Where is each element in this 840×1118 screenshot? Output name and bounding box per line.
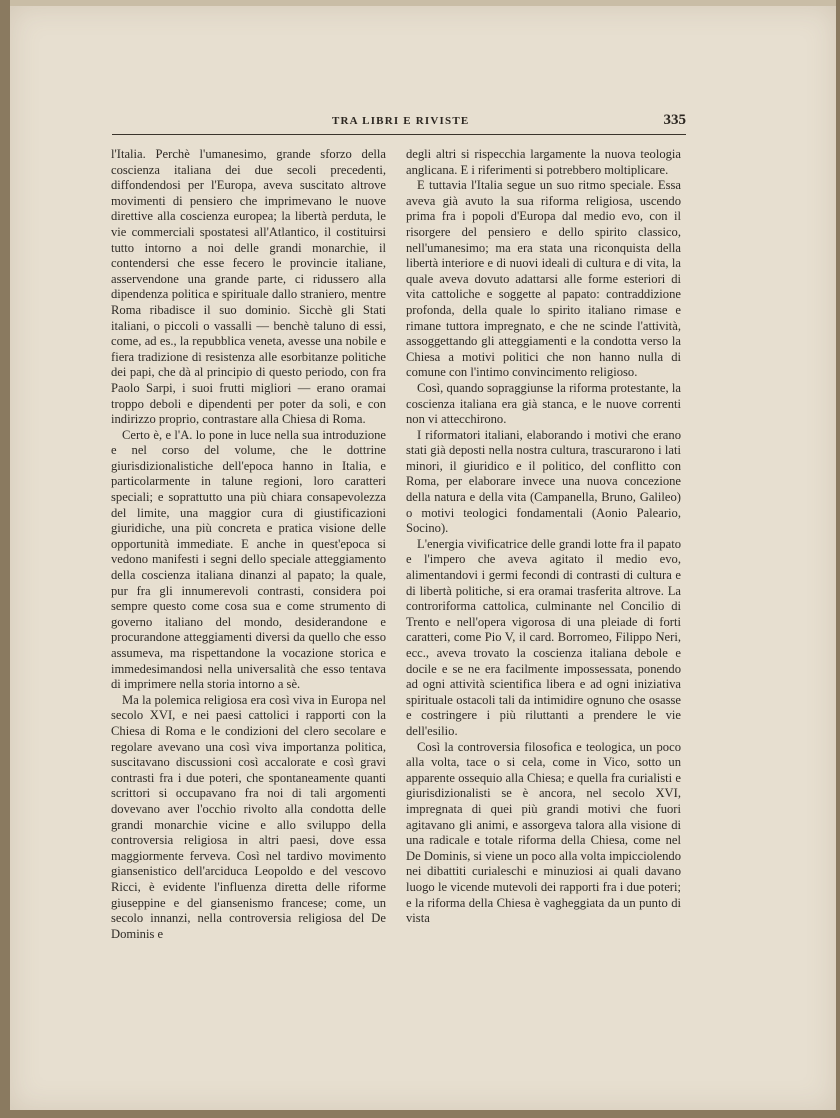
paragraph: E tuttavia l'Italia segue un suo ritmo speciale. Essa aveva già avuto la sua riforma religiosa, uscendo prima fra i popoli d'Europa dal medio evo, con il risorgere del pensiero e dello spirito classico, nell'umanesimo; ma era stata una riconquista della libertà interiore e di nuovi ideali di cultura e di vita, la quale aveva dovuto adattarsi alle forme esteriori di vita cattoliche e soggette al papato: contraddizione profonda, della quale lo spirito italiano rimase e rimane tuttora impregnato, e che ne scinde l'attività, assoggettando gli atteggiamenti e la condotta verso la Chiesa a motivi politici che non hanno nulla di comune con l'intimo convincimento religioso. <box>406 178 681 380</box>
paragraph: Certo è, e l'A. lo pone in luce nella sua introduzione e nel corso del volume, che le dottrine giurisdizionalistiche dell'epoca hanno in Italia, e particolarmente in talune regioni, loro caratteri speciali; e soprattutto una più chiara consapevolezza del limite, una maggior cura di giustificazioni giuridiche, una più concreta e pratica visione delle opportunità immediate. E anche in quest'epoca si vedono manifesti i segni dello speciale atteggiamento della coscienza italiana dinanzi al papato; la quale, pur fra gli innumerevoli contrasti, considera poi sempre questo come cosa sua e come strumento di governo italiano del mondo, desiderandone e procurandone atteggiamenti diversi da quello che esso assumeva, ma rispettandone la vocazione storica e immedesimandosi nella universalità che esso tentava di imprimere nella storia intorno a sè. <box>111 427 386 692</box>
paragraph: Così la controversia filosofica e teologica, un poco alla volta, tace o si cela, come in Vico, sotto un apparente ossequio alla Chiesa; e quella fra curialisti e giurisdizionalisti se è ancora, nel secolo XVI, impregnata di quei più grandi motivi che fuori agitavano gli animi, e assorgeva talora alla visione di una radicale e totale riforma della Chiesa, come nel De Dominis, si viene un poco alla volta impicciolendo nei dibattiti curialeschi e minuziosi ai quali davano luogo le vicende mutevoli dei rapporti fra i due poteri; e la riforma della Chiesa è vagheggiata da un punto di vista <box>406 739 681 926</box>
paragraph: l'Italia. Perchè l'umanesimo, grande sforzo della coscienza italiana dei due secoli precedenti, diffondendosi per l'Europa, aveva suscitato altrove movimenti di pensiero che imprimevano le nuove direttive alla coscienza europea; la libertà perduta, le vie commerciali spostatesi all'Atlantico, il costituirsi tutto intorno a noi delle grandi monarchie, il contendersi che esse fecero le provincie italiane, asservendone una grande parte, ci ridussero alla dipendenza politica e spirituale dallo straniero, mentre Roma ribadisce il suo dominio. Sicchè gli Stati italiani, o piccoli o vassalli — benchè taluno di essi, come, ad es., la repubblica veneta, avesse una nobile e fiera tradizione di resistenza alle esorbitanze politiche dei papi, che dà al principio di questo periodo, con fra Paolo Sarpi, i suoi frutti migliori — erano oramai troppo deboli e dipendenti per poter da soli, e con indirizzo proprio, contrastare alla Chiesa di Roma. <box>111 147 386 427</box>
page-number: 335 <box>663 112 686 128</box>
paragraph: I riformatori italiani, elaborando i motivi che erano stati già deposti nella nostra cultura, trascurarono i lati minori, il giuridico e il politico, del conflitto con Roma, per elaborare invece una nuova concezione della natura e della vita (Campanella, Bruno, Galileo) o motivi teologici fondamentali (Aonio Paleario, Socino). <box>406 427 681 536</box>
paragraph: Così, quando sopraggiunse la riforma protestante, la coscienza italiana era già stanca, e le nuove correnti non vi attecchirono. <box>406 380 681 427</box>
page-header <box>112 112 686 135</box>
right-column <box>406 147 681 927</box>
paragraph: degli altri si rispecchia largamente la nuova teologia anglicana. E i riferimenti si potrebbero moltiplicare. <box>406 147 681 177</box>
running-title: TRA LIBRI E RIVISTE <box>332 115 470 127</box>
left-column <box>111 147 386 942</box>
paragraph: L'energia vivificatrice delle grandi lotte fra il papato e l'impero che aveva agitato il medio evo, alimentandovi i germi fecondi di contrasti di cultura e di libertà politiche, si era oramai trasferita altrove. La controriforma cattolica, culminante nel Concilio di Trento e nell'opera vigorosa di una pleiade di forti caratteri, come Pio V, il card. Borromeo, Filippo Neri, ecc., aveva trovato la coscienza italiana debole e docile e se ne era facilmente impossessata, ponendo ad ogni attività scientifica libera e ad ogni iniziativa spirituale ostacoli tali da intimidire ognuno che osasse e costringere i più riluttanti a prendere le vie dell'esilio. <box>406 536 681 738</box>
paragraph: Ma la polemica religiosa era così viva in Europa nel secolo XVI, e nei paesi cattolici i rapporti con la Chiesa di Roma e le condizioni del clero secolare e regolare avevano una così viva importanza politica, suscitavano discussioni così accalorate e così gravi contrasti fra i due poteri, che spontaneamente quanti scrittori si occupavano fra noi di tali argomenti dovevano aver l'occhio rivolto alla condotta delle grandi monarchie vicine e allo sviluppo della controversia religiosa in altri paesi, dove essa maggiormente ferveva. Così nel tardivo movimento giansenistico dell'arciduca Leopoldo e del vescovo Ricci, è evidente l'influenza diretta delle riforme giuseppine e del giansenismo francese; come, un secolo innanzi, nella controversia religiosa del De Dominis e <box>111 692 386 941</box>
